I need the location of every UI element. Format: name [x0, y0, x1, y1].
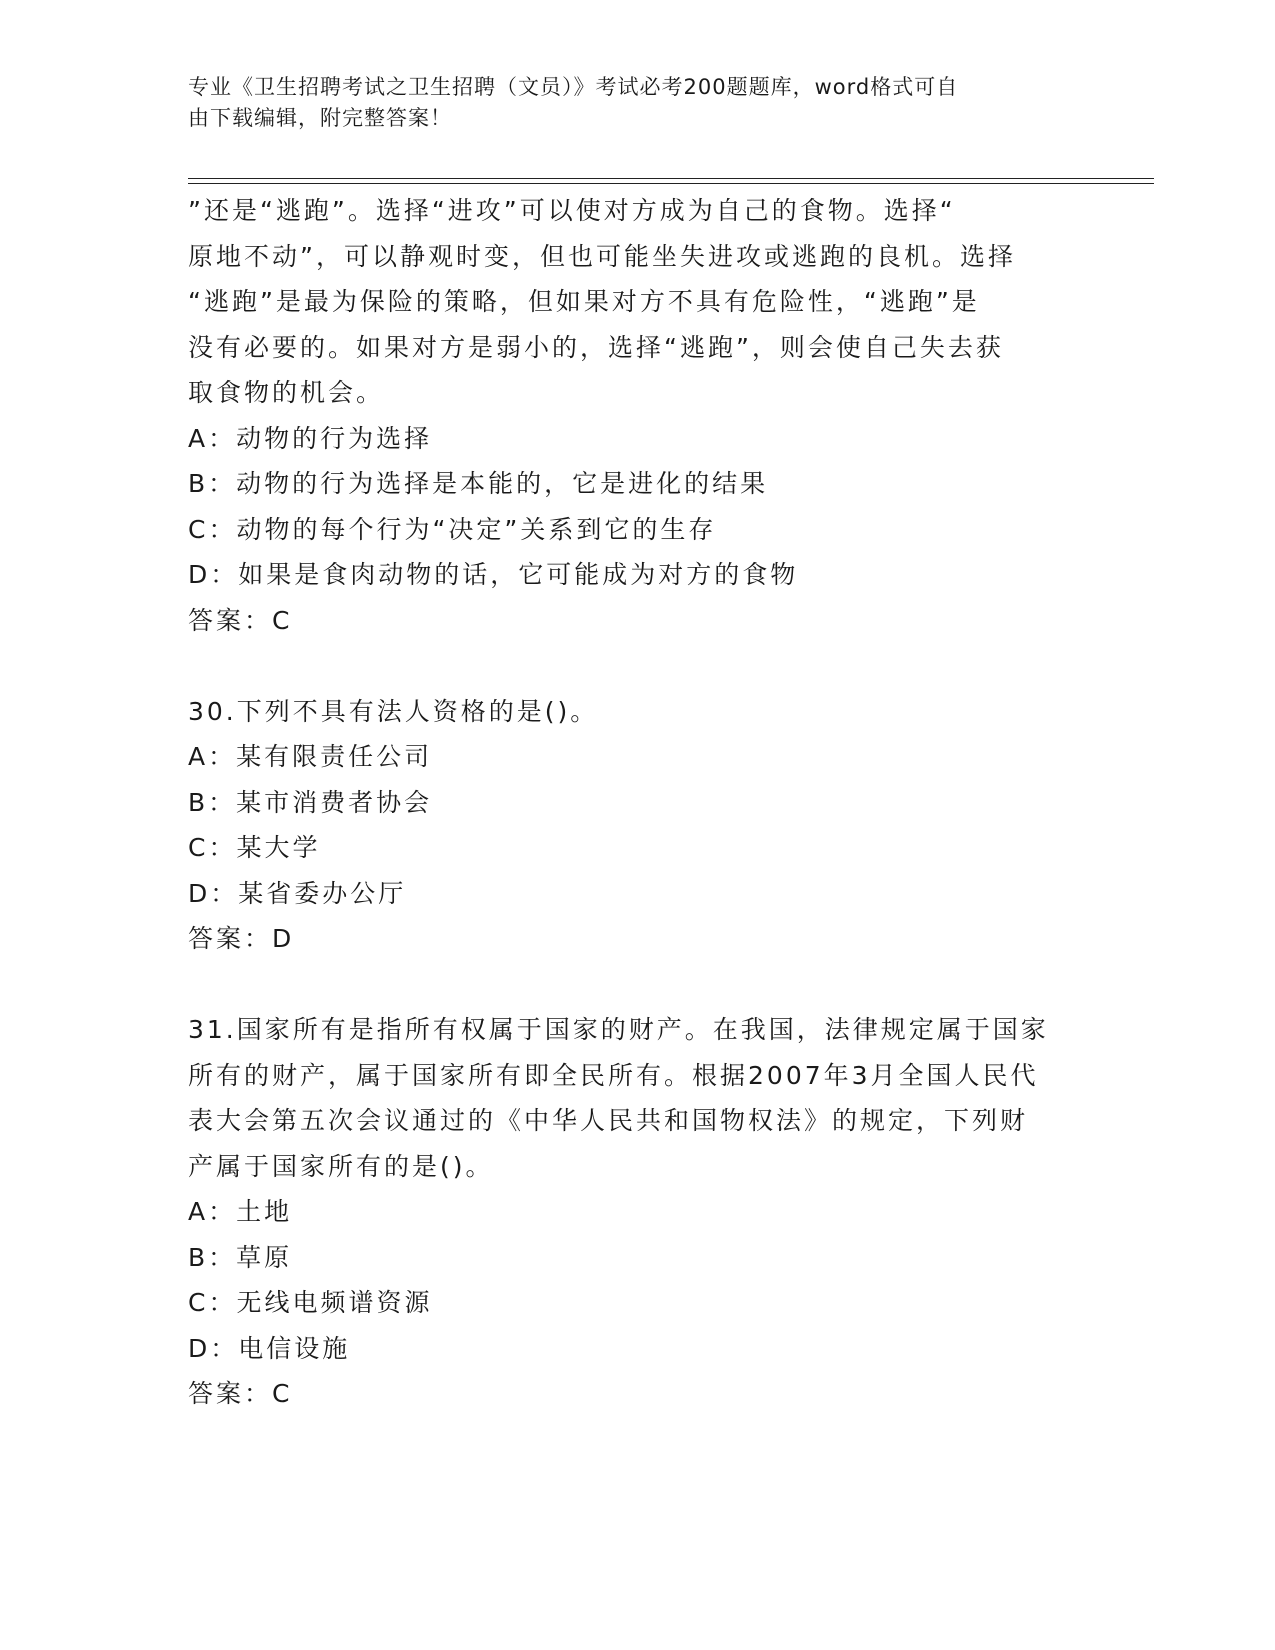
- spacer: [188, 962, 1088, 1008]
- option-c: C：无线电频谱资源: [188, 1288, 433, 1317]
- question-stem-line: 产属于国家所有的是()。: [188, 1151, 494, 1181]
- question-stem-line: ”还是“逃跑”。选择“进攻”可以使对方成为自己的食物。选择“: [188, 196, 956, 225]
- document-header: [188, 72, 1068, 134]
- question-30: [188, 689, 1088, 962]
- question-29: [188, 188, 1088, 643]
- question-stem-line: 所有的财产，属于国家所有即全民所有。根据2007年3月全国人民代: [188, 1060, 1039, 1090]
- option-b: B：某市消费者协会: [188, 787, 433, 817]
- header-line-2: 由下载编辑，附完整答案！: [188, 106, 452, 130]
- question-stem-line: 取食物的机会。: [188, 378, 385, 407]
- option-c: C：某大学: [188, 833, 321, 862]
- option-b: B：草原: [188, 1242, 293, 1272]
- answer: 答案：C: [188, 1379, 293, 1408]
- option-a: A：某有限责任公司: [188, 742, 433, 771]
- header-line-1: 专业《卫生招聘考试之卫生招聘（文员）》考试必考200题题库，word格式可自: [188, 75, 959, 99]
- option-a: A：动物的行为选择: [188, 423, 433, 453]
- question-stem-line: 表大会第五次会议通过的《中华人民共和国物权法》的规定，下列财: [188, 1106, 1029, 1135]
- option-c: C：动物的每个行为“决定”关系到它的生存: [188, 514, 717, 544]
- document-body: [188, 188, 1088, 1417]
- spacer: [188, 643, 1088, 689]
- option-d: D：某省委办公厅: [188, 878, 407, 908]
- question-31: [188, 1007, 1088, 1417]
- option-a: A：土地: [188, 1197, 293, 1226]
- question-stem-line: 没有必要的。如果对方是弱小的，选择“逃跑”，则会使自己失去获: [188, 332, 1004, 362]
- question-stem-line: 31.国家所有是指所有权属于国家的财产。在我国，法律规定属于国家: [188, 1015, 1049, 1044]
- answer: 答案：D: [188, 924, 295, 953]
- question-stem-line: 原地不动”，可以静观时变，但也可能坐失进攻或逃跑的良机。选择: [188, 241, 1016, 271]
- header-rule-bottom: [188, 183, 1154, 184]
- option-d: D：如果是食肉动物的话，它可能成为对方的食物: [188, 560, 799, 589]
- question-stem-line: 30.下列不具有法人资格的是()。: [188, 696, 599, 726]
- option-b: B：动物的行为选择是本能的，它是进化的结果: [188, 469, 769, 498]
- answer: 答案：C: [188, 605, 293, 635]
- question-stem-line: “逃跑”是最为保险的策略，但如果对方不具有危险性，“逃跑”是: [188, 287, 980, 316]
- header-rule-top: [188, 178, 1154, 179]
- option-d: D：电信设施: [188, 1333, 351, 1363]
